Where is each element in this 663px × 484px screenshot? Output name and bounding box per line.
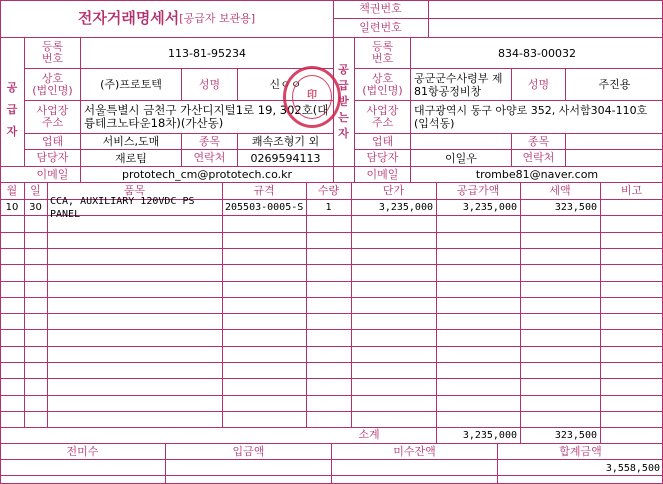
item-cell-month: 10 [5,202,19,213]
subtotal-supply: 3,235,000 [462,429,517,441]
grand-total-value: 3,558,500 [605,462,660,474]
receiver-manager-label: 담당자 [366,151,399,164]
unpaid-balance-value [332,460,497,476]
deposit-label: 입금액 [232,444,265,458]
serial-no-label: 일련번호 [359,21,402,34]
row-divider [0,281,663,282]
row-divider [0,395,663,396]
supplier-contact-label: 연락처 [193,151,226,164]
item-cell-day: 30 [29,202,42,213]
supplier-email-label: 이메일 [36,167,69,181]
receiver-contact [566,150,663,166]
column-divider [520,183,521,427]
column-divider [600,427,601,443]
unpaid-balance-label: 미수잔액 [393,444,436,458]
column-header-unit_price: 단가 [382,184,405,197]
row-divider [0,232,663,233]
receiver-email: trombe81@naver.com [475,168,599,181]
receiver-business [411,134,511,149]
receiver-address-label: 사업장 주소 [366,104,399,129]
supplier-address: 서울특별시 금천구 가산디지털1로 19, 302호(대륭테크노타운18차)(가산동) [84,103,329,130]
title-text: 전자거래명세서 [77,9,180,27]
column-header-spec: 규격 [253,184,275,197]
supplier-item-label: 종목 [198,134,221,148]
column-header-qty: 수량 [317,184,340,197]
document-title [0,0,333,37]
supplier-contact: 0269594113 [250,151,321,165]
supplier-manager-label: 담당자 [36,151,69,164]
supplier-name-label: 성명 [198,77,221,91]
company-seal-stamp: 印 [283,66,341,128]
receiver-name-label: 성명 [527,77,550,91]
receiver-company-label: 상호 (법인명) [362,71,403,97]
previous-balance-label: 전미수 [66,444,99,458]
subtotal-tax: 323,500 [554,429,597,441]
supplier-email: prototech_cm@prototech.co.kr [121,168,292,181]
supplier-company: (주)프로토텍 [100,78,162,91]
item-cell-tax: 323,500 [554,202,597,213]
supplier-side-label: 공 급 자 [6,81,18,138]
row-divider [0,411,663,412]
supplier-reg-no-label: 등록 번호 [41,40,64,65]
receiver-reg-no-label: 등록 번호 [371,40,394,65]
item-cell-supply: 3,235,000 [462,202,517,213]
supplier-name: 신ㅇㅇ [269,78,302,91]
receiver-item-label: 종목 [527,134,550,148]
receiver-name: 주진용 [598,78,631,91]
receiver-side-label: 공 급 받 는 자 [338,63,349,140]
subtotal-label: 소계 [358,428,380,441]
receiver-manager: 이일우 [445,151,477,165]
receiver-address: 대구광역시 동구 아양로 352, 사서함304-110호 (입석동) [414,104,648,130]
title-subtitle: [공급자 보관용] [179,12,256,25]
column-header-name: 품목 [123,184,146,197]
grand-total-label: 합계금액 [559,444,602,458]
supplier-business-label: 업태 [41,134,64,148]
row-divider [0,329,663,330]
supplier-company-label: 상호 (법인명) [32,71,73,97]
column-divider [222,183,223,427]
row-divider [0,378,663,379]
book-no-label: 책권번호 [359,2,402,15]
row-divider [0,248,663,249]
supplier-business: 서비스,도매 [102,135,160,148]
deposit-value [166,460,331,476]
column-header-note: 비고 [620,184,643,197]
column-header-month: 월 [6,184,18,197]
row-divider [0,313,663,314]
column-header-day: 일 [30,184,41,197]
receiver-email-label: 이메일 [366,167,399,181]
item-cell-unit_price: 3,235,000 [378,202,433,213]
column-header-supply: 공급가액 [456,184,500,197]
row-divider [0,297,663,298]
row-divider [0,346,663,347]
item-cell-spec: 205503-0005-S [225,202,304,213]
receiver-contact-label: 연락처 [522,151,555,164]
supplier-item: 쾌속조형기 외 [251,135,320,148]
column-divider [600,183,601,427]
column-divider [24,183,25,427]
column-divider [351,183,352,427]
row-divider [0,362,663,363]
column-divider [436,183,437,427]
receiver-company: 공군군수사령부 제81항공정비창 [414,71,503,98]
supplier-address-label: 사업장 주소 [36,104,69,129]
item-cell-qty: 1 [325,202,332,213]
receiver-item [566,134,663,149]
previous-balance-value [0,460,165,476]
column-divider [47,183,48,427]
column-divider [306,183,307,427]
supplier-reg-no: 113-81-95234 [168,46,246,60]
item-cell-note [600,200,663,215]
row-divider [0,264,663,265]
receiver-business-label: 업태 [371,134,394,148]
supplier-manager: 재로팀 [115,151,147,165]
receiver-reg-no: 834-83-00032 [498,46,576,60]
column-header-tax: 세액 [549,184,571,197]
item-cell-name: CCA, AUXILIARY 120VDC PS PANEL [50,195,195,220]
